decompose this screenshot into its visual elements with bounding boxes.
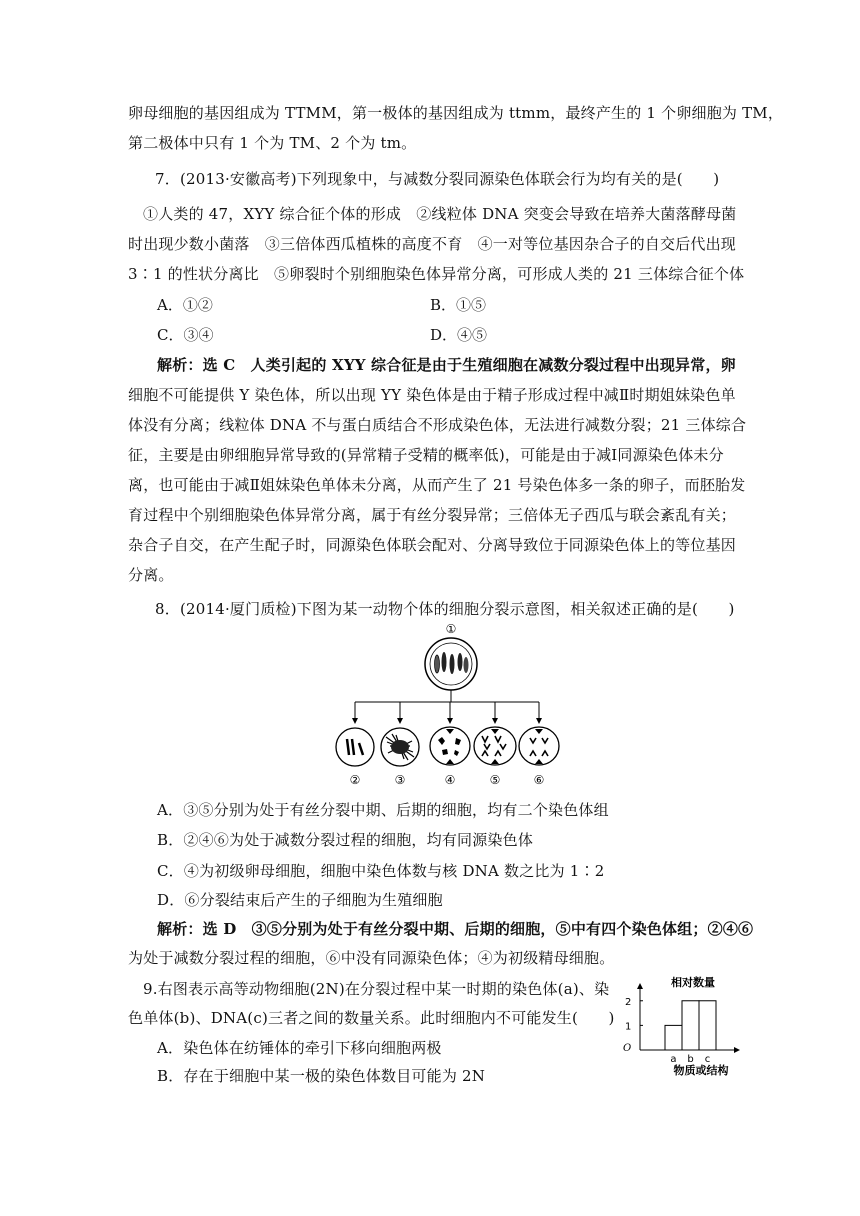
text-line: 时出现少数小菌落 ③三倍体西瓜植株的高度不育 ④一对等位基因杂合子的自交后代出现 [128, 235, 737, 253]
y-tick-label: 2 [625, 996, 632, 1008]
cell-division-figure [330, 622, 570, 788]
q7-explanation: 解析：选 C 人类引起的 XYY 综合征是由于生殖细胞在减数分裂过程中出现异常，卵 [157, 356, 736, 374]
text-line: 细胞不可能提供 Y 染色体，所以出现 YY 染色体是由于精子形成过程中减Ⅱ时期姐妹染色单 [128, 386, 736, 404]
q7-option-c: C．③④ [157, 326, 214, 344]
figure-label-3: ③ [394, 773, 406, 787]
q8-option-d: D．⑥分裂结束后产生的子细胞为生殖细胞 [157, 891, 443, 909]
bar-c [699, 1001, 716, 1050]
category-label: c [704, 1054, 711, 1065]
q7-option-d: D．④⑤ [430, 326, 488, 344]
q8-option-c: C．④为初级卵母细胞，细胞中染色体数与核 DNA 数之比为 1∶2 [157, 862, 605, 880]
figure-label-2: ② [349, 773, 361, 787]
q8-option-a: A．③⑤分别为处于有丝分裂中期、后期的细胞，均有二个染色体组 [157, 801, 609, 819]
figure-label-1: ① [445, 622, 457, 636]
text-line: 3∶1 的性状分离比 ⑤卵裂时个别细胞染色体异常分离，可形成人类的 21 三体综合征个体 [128, 265, 745, 283]
text-line: 离，也可能由于减Ⅱ姐妹染色单体未分离，从而产生了 21 号染色体多一条的卵子，而胚胎发 [128, 476, 746, 494]
text-line: 杂合子自交，在产生配子时，同源染色体联会配对、分离导致位于同源染色体上的等位基因 [128, 536, 737, 554]
figure-label-6: ⑥ [533, 773, 545, 787]
question-8-stem: 8．(2014·厦门质检)下图为某一动物个体的细胞分裂示意图，相关叙述正确的是( ) [155, 600, 735, 618]
q9-option-b: B．存在于细胞中某一极的染色体数目可能为 2N [157, 1067, 486, 1085]
cell-4 [430, 727, 470, 765]
text-line: 体没有分离；线粒体 DNA 不与蛋白质结合不形成染色体，无法进行减数分裂；21 三体综合 [128, 416, 747, 434]
cell-3 [381, 728, 419, 766]
question-9-stem: 9.右图表示高等动物细胞(2N)在分裂过程中某一时期的染色体(a)、染 [143, 980, 610, 998]
q8-explanation: 解析：选 D ③⑤分别为处于有丝分裂中期、后期的细胞，⑤中有四个染色体组；②④⑥ [157, 920, 754, 938]
q8-option-b: B．②④⑥为处于减数分裂过程的细胞，均有同源染色体 [157, 831, 534, 849]
q9-option-a: A．染色体在纺锤体的牵引下移向细胞两极 [157, 1039, 442, 1057]
bar-b [682, 1001, 699, 1050]
text-line: 分离。 [128, 566, 174, 584]
origin-label: O [623, 1043, 632, 1054]
lineage-lines [355, 690, 539, 719]
text-line: ①人类的 47，XYY 综合征个体的形成 ②线粒体 DNA 突变会导致在培养大菌落酵母菌 [143, 205, 737, 223]
cell-1 [425, 638, 477, 690]
question-7-stem: 7．(2013·安徽高考)下列现象中，与减数分裂同源染色体联会行为均有关的是( ) [155, 170, 720, 188]
text-line: 为处于减数分裂过程的细胞，⑥中没有同源染色体；④为初级精母细胞。 [128, 949, 615, 967]
text-line: 卵母细胞的基因组成为 TTMM，第一极体的基因组成为 ttmm，最终产生的 1 个卵细胞为 TM， [128, 104, 784, 122]
cell-6 [519, 727, 559, 765]
text-line: 育过程中个别细胞染色体异常分离，属于有丝分裂异常；三倍体无子西瓜与联会紊乱有关； [128, 506, 737, 524]
category-label: b [687, 1054, 694, 1065]
cell-5 [474, 727, 516, 765]
category-label: a [670, 1054, 677, 1065]
chart-title: 相对数量 [671, 976, 715, 989]
bar-a [665, 1025, 682, 1050]
cell-2 [336, 728, 374, 766]
text-line: 色单体(b)、DNA(c)三者之间的数量关系。此时细胞内不可能发生( ) [128, 1009, 615, 1027]
x-axis-label: 物质或结构 [673, 1064, 729, 1077]
figure-label-5: ⑤ [489, 773, 501, 787]
figure-label-4: ④ [444, 773, 456, 787]
q7-option-a: A．①② [157, 296, 213, 314]
y-tick-label: 1 [625, 1021, 632, 1033]
text-line: 征，主要是由卵细胞异常导致的(异常精子受精的概率低)，可能是由于减Ⅰ同源染色体未分 [128, 446, 724, 464]
q7-option-b: B．①⑤ [430, 296, 487, 314]
relative-amount-chart [615, 972, 745, 1082]
text-line: 第二极体中只有 1 个为 TM、2 个为 tm。 [128, 134, 417, 152]
